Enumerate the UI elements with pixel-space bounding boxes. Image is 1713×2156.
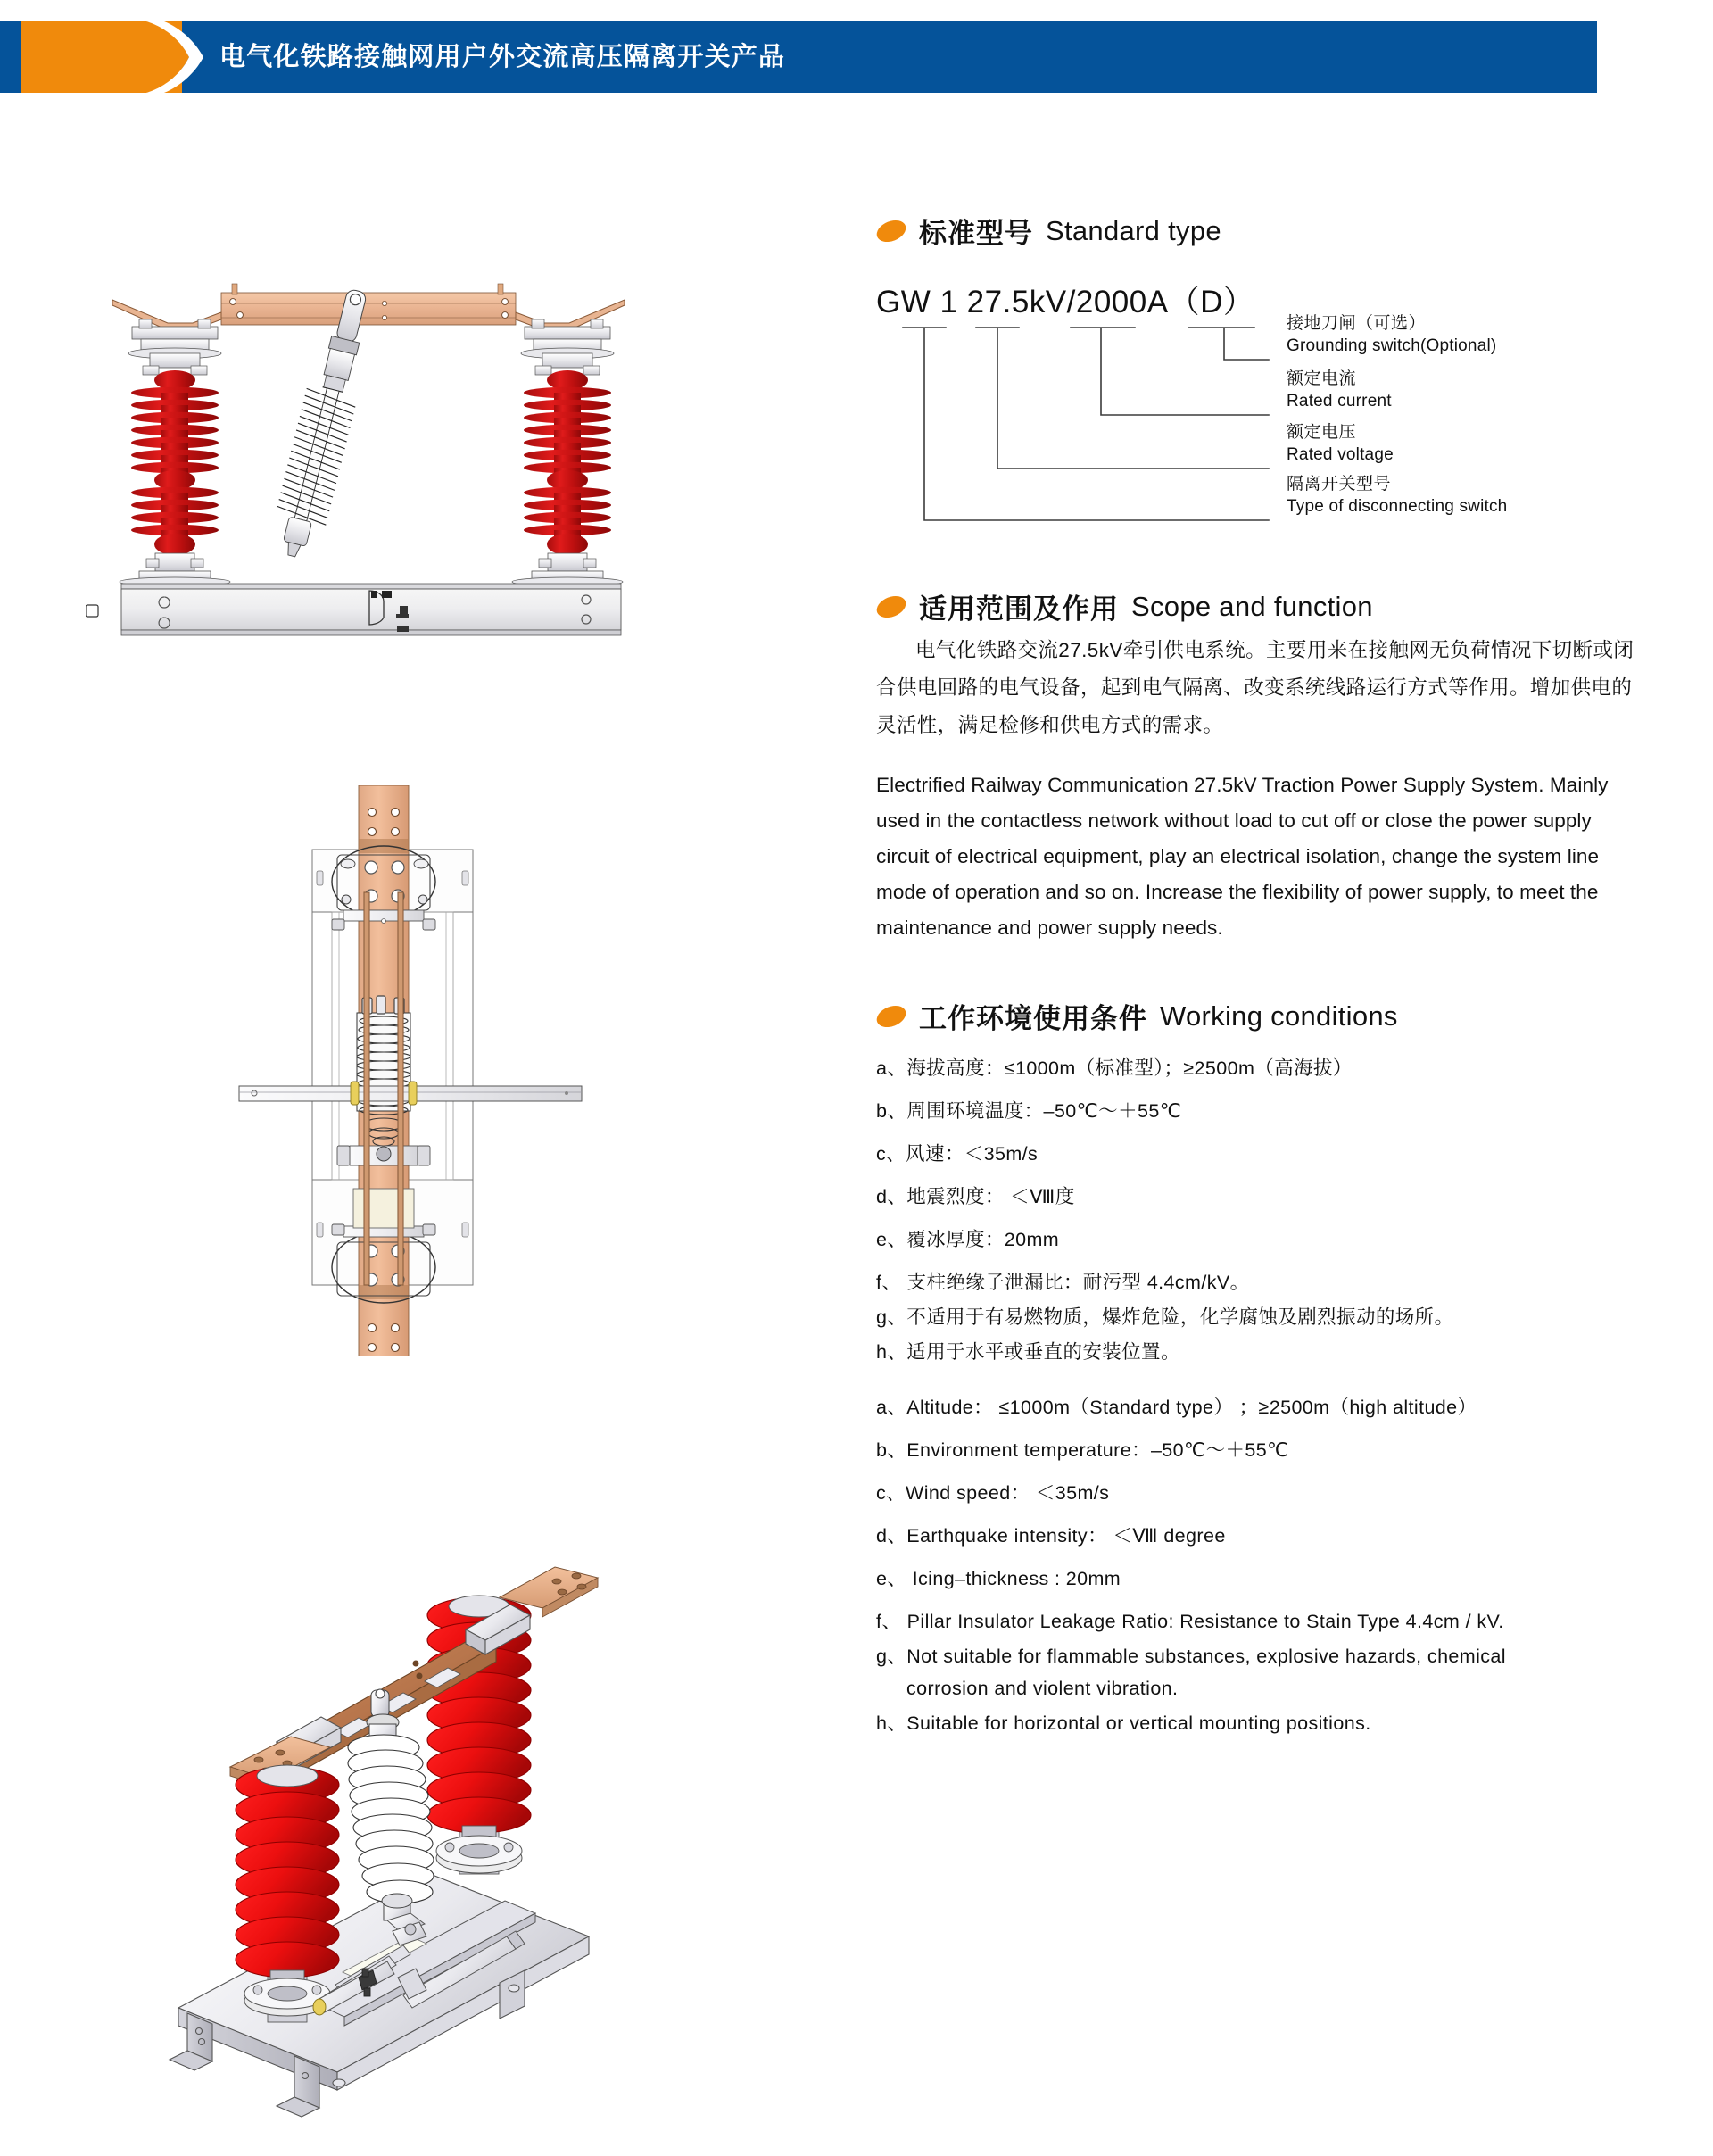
list-item: f、 Pillar Insulator Leakage Ratio: Resistance to Stain Type 4.4cm / kV. <box>876 1611 1504 1632</box>
list-item: c、风速：＜35m/s <box>876 1143 1039 1165</box>
section-title-en: Scope and function <box>1131 590 1373 622</box>
section-title-cn: 适用范围及作用 <box>919 593 1119 625</box>
section-scope-and-function <box>876 586 1679 946</box>
red-insulator-left <box>120 319 230 586</box>
operating-shaft <box>239 1082 582 1105</box>
working-conditions-list-en <box>876 1395 1679 1736</box>
list-item: d、Earthquake intensity： ＜Ⅷ degree <box>876 1525 1226 1547</box>
section-heading-standard-type <box>876 211 1679 251</box>
list-item: h、适用于水平或垂直的安装位置。 <box>876 1341 1180 1363</box>
model-code-text: GW 1 27.5kV/2000A（D） <box>876 285 1255 319</box>
list-item: a、Altitude： ≤1000m（Standard type） ；≥2500m（high altitude） <box>876 1397 1477 1418</box>
composite-insulator-diagonal <box>267 285 383 562</box>
base-rail <box>86 584 621 635</box>
callout-leader-lines <box>876 317 1679 536</box>
figure-top-view <box>223 785 598 1356</box>
list-item: h、Suitable for horizontal or vertical mounting positions. <box>876 1712 1371 1734</box>
list-item-continuation: corrosion and violent vibration. <box>906 1678 1179 1699</box>
callout-grounding-switch: 接地刀闸（可选） Grounding switch(Optional) <box>1287 314 1497 355</box>
callout-rated-current: 额定电流 Rated current <box>1287 369 1392 410</box>
list-item: b、周围环境温度：–50℃～＋55℃ <box>876 1100 1182 1122</box>
section-title-cn: 工作环境使用条件 <box>919 1003 1147 1034</box>
section-heading-scope <box>876 586 1679 626</box>
list-item <box>876 1644 1679 1701</box>
list-item: e、 Icing–thickness : 20mm <box>876 1568 1121 1589</box>
section-title-cn: 标准型号 <box>919 218 1033 249</box>
page-header-banner <box>0 21 1597 93</box>
list-item-text: g、Not suitable for flammable substances, explosive hazards, chemical <box>876 1646 1506 1667</box>
scope-paragraph-en: Electrified Railway Communication 27.5kV Traction Power Supply System. Mainly used in the contactless network without load to cut off or close the power supply circuit of electrical equipment, play an electrical isolation, change the system line mode of operation and so on. Increase the flexibility of power supply, to meet the maintenance and power supply needs. <box>876 774 1609 939</box>
orange-ellipse-bullet-icon <box>873 592 909 621</box>
list-item: f、 支柱绝缘子泄漏比：耐污型 4.4cm/kV。 <box>876 1272 1250 1293</box>
figure-front-elevation <box>86 264 657 639</box>
section-title-en: Working conditions <box>1160 999 1398 1032</box>
list-item: c、Wind speed： ＜35m/s <box>876 1482 1110 1504</box>
header-arrow-divider <box>134 21 211 93</box>
working-conditions-list-cn <box>876 1056 1679 1364</box>
section-heading-working <box>876 996 1679 1036</box>
orange-ellipse-bullet-icon <box>873 216 909 245</box>
copper-busbar <box>221 284 516 325</box>
list-item: g、不适用于有易燃物质，爆炸危险，化学腐蚀及剧烈振动的场所。 <box>876 1306 1454 1328</box>
list-item: e、覆冰厚度：20mm <box>876 1229 1060 1250</box>
list-item: d、地震烈度： ＜Ⅷ度 <box>876 1186 1075 1207</box>
callout-type-of-switch: 隔离开关型号 Type of disconnecting switch <box>1287 475 1508 516</box>
model-designation-diagram <box>876 278 1679 536</box>
section-working-conditions <box>876 996 1679 1736</box>
callout-rated-voltage: 额定电压 Rated voltage <box>1287 423 1394 464</box>
list-item: b、Environment temperature：–50℃～＋55℃ <box>876 1439 1289 1461</box>
scope-paragraph-cn: 电气化铁路交流27.5kV牵引供电系统。主要用来在接触网无负荷情况下切断或闭合供电回路的电气设备，起到电气隔离、改变系统线路运行方式等作用。增加供电的灵活性，满足检修和供电方式的需求。 <box>876 639 1634 736</box>
red-insulator-right <box>512 319 623 586</box>
section-title-en: Standard type <box>1046 214 1221 246</box>
page-title: 电气化铁路接触网用户外交流高压隔离开关产品 <box>219 43 786 71</box>
figure-isometric-view <box>116 1472 625 2124</box>
list-item: a、海拔高度：≤1000m（标准型）；≥2500m（高海拔） <box>876 1057 1353 1079</box>
orange-ellipse-bullet-icon <box>873 1001 909 1031</box>
